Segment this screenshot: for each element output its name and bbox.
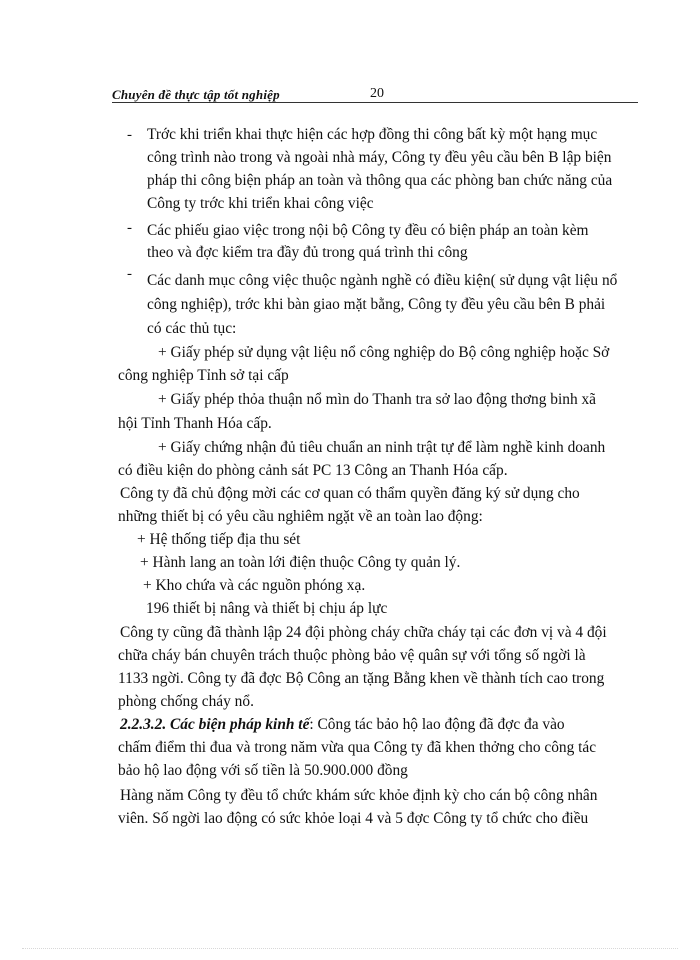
- text-line: công nghiệp Tỉnh sở tại cấp: [118, 367, 289, 384]
- text-line: Các phiếu giao việc trong nội bộ Công ty đều có biện pháp an toàn kèm: [147, 222, 589, 239]
- text-line: Các danh mục công việc thuộc ngành nghề có điều kiện( sử dụng vật liệu nổ: [147, 272, 618, 289]
- text-line: + Giấy phép sử dụng vật liệu nổ công nghiệp do Bộ công nghiệp hoặc Sở: [158, 344, 610, 361]
- text-line: theo và đợc kiểm tra đầy đủ trong quá trình thi công: [147, 244, 468, 261]
- text-line: Công ty cũng đã thành lập 24 đội phòng cháy chữa cháy tại các đơn vị và 4 đội: [120, 624, 607, 641]
- text-line: 196 thiết bị nâng và thiết bị chịu áp lực: [146, 600, 388, 617]
- text-line: + Kho chứa và các nguồn phóng xạ.: [143, 577, 366, 594]
- text-line: viên. Số ngời lao động có sức khỏe loại 4 và 5 đợc Công ty tổ chức cho điều: [118, 810, 589, 827]
- text-line: + Giấy chứng nhận đủ tiêu chuẩn an ninh trật tự để làm nghề kinh doanh: [158, 439, 606, 456]
- text-line: pháp thi công biện pháp an toàn và thông qua các phòng ban chức năng của: [147, 172, 613, 189]
- text-line: + Hệ thống tiếp địa thu sét: [137, 531, 301, 548]
- text-line: 1133 ngời. Công ty đã đợc Bộ Công an tặng Bằng khen về thành tích cao trong: [118, 670, 605, 687]
- text-line: có các thủ tục:: [147, 320, 237, 337]
- text-line: Công ty trớc khi triển khai công việc: [147, 195, 374, 212]
- text-line: bảo hộ lao động với số tiền là 50.900.000 đồng: [118, 762, 408, 779]
- text-line: [120, 715, 565, 735]
- text-line: + Hành lang an toàn lới điện thuộc Công ty quản lý.: [140, 554, 461, 571]
- page-number: 20: [370, 86, 384, 101]
- text-line: chữa cháy bán chuyên trách thuộc phòng bảo vệ quân sự với tổng số ngời là: [118, 647, 586, 664]
- text-line: có điều kiện do phòng cảnh sát PC 13 Công an Thanh Hóa cấp.: [118, 462, 508, 479]
- text-line: + Giấy phép thỏa thuận nổ mìn do Thanh tra sở lao động thơng binh xã: [158, 391, 597, 408]
- bullet-marker: -: [127, 220, 132, 236]
- text-line: Hàng năm Công ty đều tổ chức khám sức khỏe định kỳ cho cán bộ công nhân: [120, 787, 598, 804]
- header-title: Chuyên đề thực tập tốt nghiệp: [112, 87, 280, 102]
- bullet-marker: -: [127, 127, 132, 143]
- bullet-marker: -: [127, 266, 132, 282]
- text-line: công trình nào trong và ngoài nhà máy, Công ty đều yêu cầu bên B lập biện: [147, 149, 612, 166]
- text-line: công nghiệp), trớc khi bàn giao mặt bằng, Công ty đều yêu cầu bên B phải: [147, 296, 606, 313]
- text-line: Trớc khi triển khai thực hiện các hợp đồng thi công bất kỳ một hạng mục: [147, 126, 598, 143]
- page-bottom-rule: [22, 948, 678, 949]
- page-header: [112, 86, 638, 103]
- text-line: hội Tỉnh Thanh Hóa cấp.: [118, 415, 272, 432]
- section-heading: 2.2.3.2. Các biện pháp kinh tế: [120, 716, 310, 733]
- text-line: những thiết bị có yêu cầu nghiêm ngặt về an toàn lao động:: [118, 508, 483, 525]
- text-line: phòng chống cháy nổ.: [118, 693, 254, 710]
- section-heading-continuation: : Công tác bảo hộ lao động đã đợc đa vào: [309, 716, 565, 733]
- text-line: chấm điểm thi đua và trong năm vừa qua Công ty đã khen thởng cho công tác: [118, 739, 597, 756]
- text-line: Công ty đã chủ động mời các cơ quan có thẩm quyền đăng ký sử dụng cho: [120, 485, 580, 502]
